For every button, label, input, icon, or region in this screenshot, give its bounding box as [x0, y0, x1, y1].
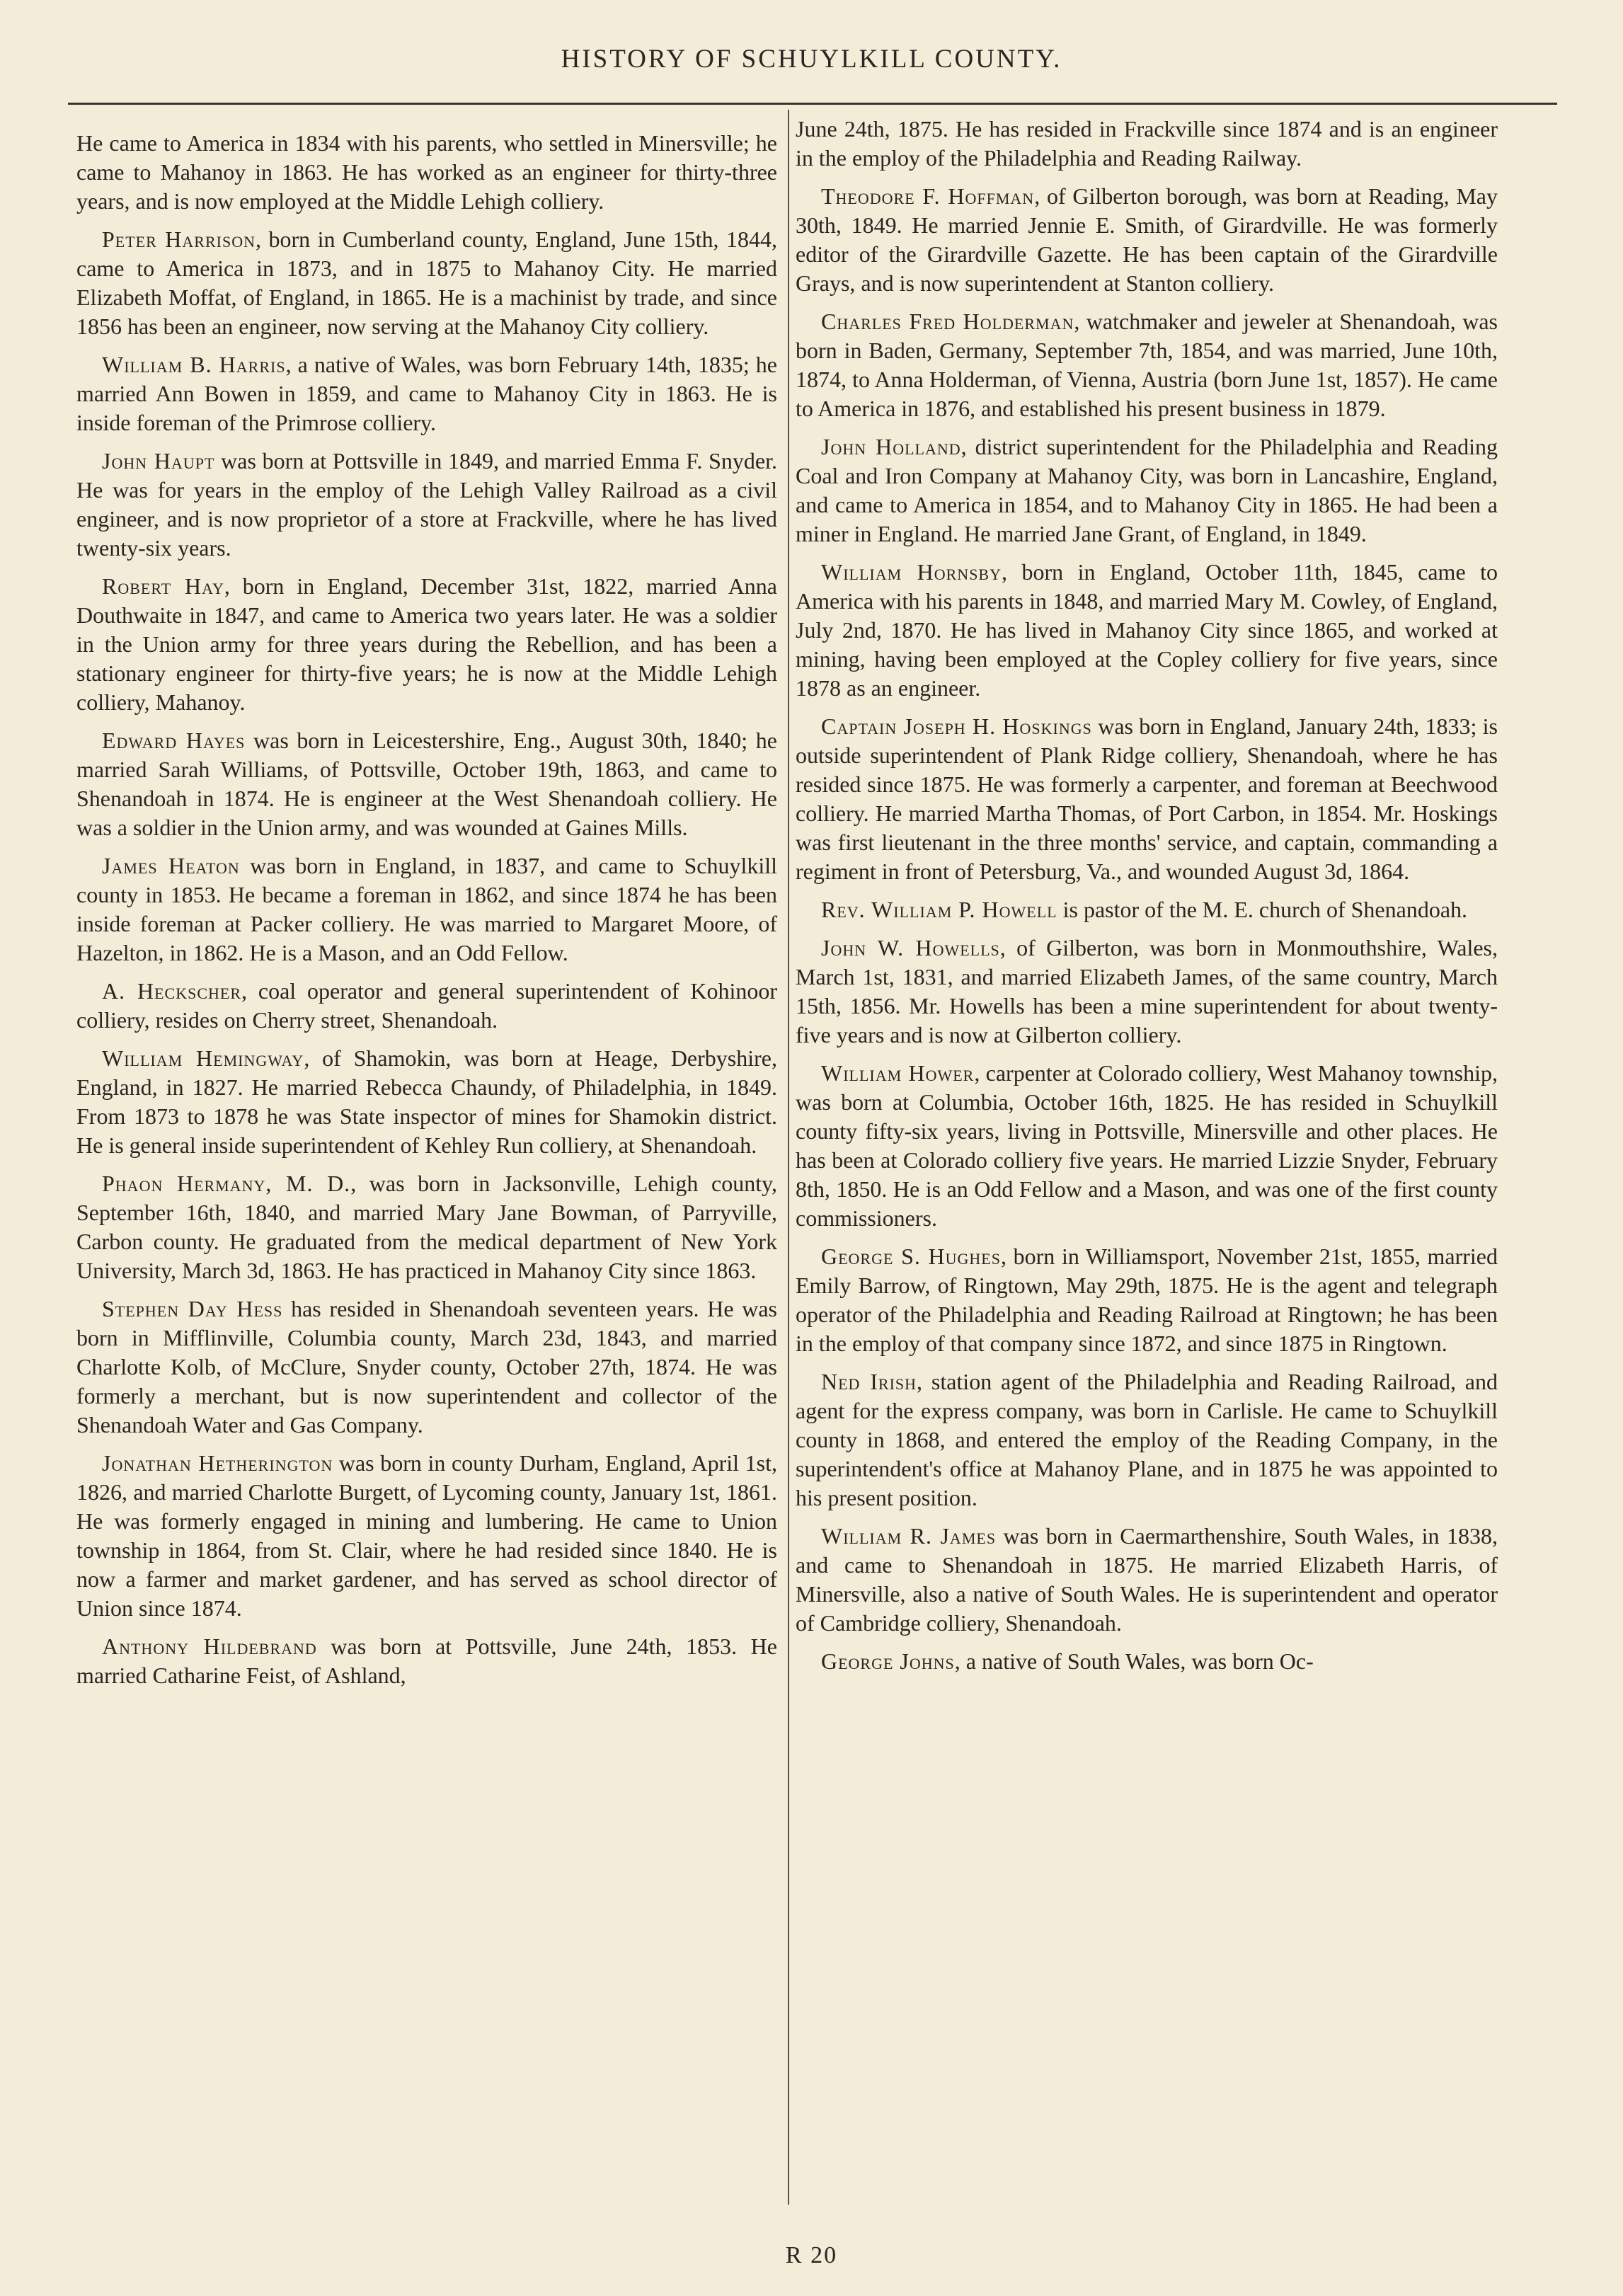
biography-text: , district superintendent for the Philadelphia and Reading Coal and Iron Company at Mahanoy City, was born in Lancashire, England, and came to America in 1854, and to Mahanoy City in 1865. He had been a miner in England. He married Jane Grant, of England, in 1849. [796, 434, 1498, 546]
person-name: William B. Harris [102, 352, 286, 377]
biography-entry [796, 182, 1498, 298]
person-name: Peter Harrison [102, 226, 256, 252]
left-column [76, 129, 777, 1699]
person-name: A. Heckscher [102, 978, 241, 1004]
person-name: Robert Hay [102, 573, 224, 599]
biography-text: , watchmaker and jeweler at Shenandoah, was born in Baden, Germany, September 7th, 1854, and was married, June 10th, 1874, to Anna Holderman, of Vienna, Austria (born June 1st, 1857). He came to America in 1876, and established his present business in 1879. [796, 309, 1498, 421]
biography-entry [76, 1449, 777, 1623]
biography-text: , a native of South Wales, was born Oc- [954, 1648, 1314, 1674]
biography-text: , born in Cumberland county, England, June 15th, 1844, came to America in 1873, and in 1875 to Mahanoy City. He married Elizabeth Moffat, of England, in 1865. He is a machinist by trade, and since 1856 has been an engineer, now serving at the Mahanoy City colliery. [76, 226, 778, 339]
biography-text: was born in England, January 24th, 1833; is outside superintendent of Plank Ridge colliery, Shenandoah, where he has resided since 1875. He was formerly a carpenter, and foreman at Beechwood colliery. He married Martha Thomas, of Port Carbon, in 1854. Mr. Hoskings was first lieutenant in the three months' service, and captain, commanding a regiment in front of Petersburg, Va., and wounded August 3d, 1864. [796, 713, 1498, 884]
person-name: William R. James [821, 1523, 997, 1549]
biography-entry [76, 225, 777, 341]
person-name: John W. Howells [821, 935, 1000, 960]
right-column [796, 115, 1498, 1685]
biography-text: , coal operator and general superintendent of Kohinoor colliery, resides on Cherry street, Shenandoah. [76, 978, 777, 1033]
biography-text: was born in Leicestershire, Eng., August 30th, 1840; he married Sarah Williams, of Pottsville, October 19th, 1863, and came to Shenandoah in 1874. He is engineer at the West Shenandoah colliery. He was a soldier in the Union army, and was wounded at Gaines Mills. [76, 728, 778, 840]
page-title: HISTORY OF SCHUYLKILL COUNTY. [561, 45, 1062, 74]
biography-entry [796, 558, 1498, 703]
person-name: Rev. William P. Howell [821, 897, 1057, 922]
biography-entry [76, 1295, 777, 1440]
person-name: William Hemingway [102, 1045, 304, 1071]
biography-entry [76, 572, 777, 717]
person-name: Anthony Hildebrand [102, 1634, 317, 1659]
biography-text: He came to America in 1834 with his parents, who settled in Minersville; he came to Mahanoy in 1863. He has worked as an engineer for thirty-three years, and is now employed at the Middle Lehigh colliery. [76, 130, 777, 214]
biography-entry [796, 712, 1498, 886]
biography-text: , of Shamokin, was born at Heage, Derbyshire, England, in 1827. He married Rebecca Chaundy, of Philadelphia, in 1849. From 1873 to 1878 he was State inspector of mines for Shamokin district. He is general inside superintendent of Kehley Run colliery, at Shenandoah. [76, 1045, 777, 1158]
person-name: George Johns [821, 1648, 955, 1674]
person-name: John Holland [821, 434, 961, 459]
person-name: Theodore F. Hoffman [821, 183, 1035, 209]
biography-text: has resided in Shenandoah seventeen years. He was born in Mifflinville, Columbia county, March 23d, 1843, and married Charlotte Kolb, of McClure, Snyder county, October 27th, 1874. He was formerly a merchant, but is now superintendent and collector of the Shenandoah Water and Gas Company. [76, 1296, 777, 1437]
biography-entry [796, 115, 1498, 173]
header-rule [68, 103, 1557, 105]
column-divider [788, 110, 789, 2205]
biography-entry [76, 977, 777, 1035]
biography-text: June 24th, 1875. He has resided in Frackville since 1874 and is an engineer in the employ of the Philadelphia and Reading Railway. [796, 116, 1498, 171]
biography-entry [76, 447, 777, 563]
biography-entry [796, 1242, 1498, 1358]
biography-text: was born at Pottsville in 1849, and married Emma F. Snyder. He was for years in the employ of the Lehigh Valley Railroad as a civil engineer, and is now proprietor of a store at Frackville, where he has lived twenty-six years. [76, 448, 777, 561]
biography-text: was born at Pottsville, June 24th, 1853. He married Catharine Feist, of Ashland, [76, 1634, 777, 1688]
biography-entry [76, 1632, 777, 1690]
person-name: Edward Hayes [102, 728, 246, 753]
person-name: John Haupt [102, 448, 215, 473]
biography-entry [796, 1647, 1498, 1676]
biography-text: , station agent of the Philadelphia and Reading Railroad, and agent for the express company, was born in Carlisle. He came to Schuylkill county in 1868, and entered the employ of the Reading Company, in the superintendent's office at Mahanoy Plane, and in 1875 he was appointed to his present position. [796, 1369, 1498, 1510]
biography-text: , a native of Wales, was born February 14th, 1835; he married Ann Bowen in 1859, and came to Mahanoy City in 1863. He is inside foreman of the Primrose colliery. [76, 352, 777, 435]
biography-text: , born in Williamsport, November 21st, 1855, married Emily Barrow, of Ringtown, May 29th, 1875. He is the agent and telegraph operator of the Philadelphia and Reading Railroad at Ringtown; he has been in the employ of that company since 1872, and since 1875 in Ringtown. [796, 1244, 1498, 1356]
person-name: William Hornsby [821, 559, 1002, 585]
biography-entry [796, 934, 1498, 1050]
biography-entry [796, 1367, 1498, 1513]
biography-entry [76, 1169, 777, 1285]
biography-text: is pastor of the M. E. church of Shenandoah. [1057, 897, 1468, 922]
biography-text: was born in Caermarthenshire, South Wales, in 1838, and came to Shenandoah in 1875. He married Elizabeth Harris, of Minersville, also a native of South Wales. He is superintendent and operator of Cambridge colliery, Shenandoah. [796, 1523, 1498, 1636]
person-name: Ned Irish [821, 1369, 917, 1394]
biography-text: , was born in Jacksonville, Lehigh county, September 16th, 1840, and married Mary Jane Bowman, of Parryville, Carbon county. He graduated from the medical department of New York University, March 3d, 1863. He has practiced in Mahanoy City since 1863. [76, 1171, 777, 1283]
person-name: William Hower [821, 1060, 975, 1086]
biography-entry [76, 350, 777, 437]
biography-entry [76, 129, 777, 216]
signature-mark: R 20 [785, 2242, 838, 2268]
person-name: Charles Fred Holderman [821, 309, 1074, 334]
person-name: Captain Joseph H. Hoskings [821, 713, 1092, 739]
biography-entry [76, 726, 777, 842]
biography-entry [796, 1522, 1498, 1638]
person-name: Jonathan Hetherington [102, 1450, 333, 1476]
biography-entry [796, 1059, 1498, 1233]
biography-text: was born in county Durham, England, April 1st, 1826, and married Charlotte Burgett, of Lycoming county, January 1st, 1861. He was formerly engaged in mining and lumbering. He came to Union township in 1864, from St. Clair, where he had resided since 1840. He is now a farmer and market gardener, and has served as school director of Union since 1874. [76, 1450, 778, 1621]
person-name: Stephen Day Hess [102, 1296, 283, 1321]
biography-text: , of Gilberton, was born in Monmouthshire, Wales, March 1st, 1831, and married Elizabeth James, of the same country, March 15th, 1856. Mr. Howells has been a mine superintendent for about twenty-five years and is now at Gilberton colliery. [796, 935, 1498, 1047]
biography-text: was born in England, in 1837, and came to Schuylkill county in 1853. He became a foreman in 1862, and since 1874 he has been inside foreman at Packer colliery. He was married to Margaret Moore, of Hazelton, in 1862. He is a Mason, and an Odd Fellow. [76, 853, 778, 965]
biography-text: , of Gilberton borough, was born at Reading, May 30th, 1849. He married Jennie E. Smith, of Girardville. He was formerly editor of the Girardville Gazette. He has been captain of the Girardville Grays, and is now superintendent at Stanton colliery. [796, 183, 1498, 296]
biography-text: , born in England, October 11th, 1845, came to America with his parents in 1848, and married Mary M. Cowley, of England, July 2nd, 1870. He has lived in Mahanoy City since 1865, and worked at mining, having been employed at the Copley colliery for five years, since 1878 as an engineer. [796, 559, 1498, 701]
biography-text: , carpenter at Colorado colliery, West Mahanoy township, was born at Columbia, October 16th, 1825. He has resided in Schuylkill county fifty-six years, living in Pottsville, Minersville and other places. He has been at Colorado colliery five years. He married Lizzie Snyder, February 8th, 1850. He is an Odd Fellow and a Mason, and was one of the first county commissioners. [796, 1060, 1498, 1231]
biography-entry [76, 1044, 777, 1160]
person-name: George S. Hughes [821, 1244, 1001, 1269]
biography-text: , born in England, December 31st, 1822, married Anna Douthwaite in 1847, and came to America two years later. He was a soldier in the Union army for three years during the Rebellion, and has been a stationary engineer for thirty-five years; he is now at the Middle Lehigh colliery, Mahanoy. [76, 573, 778, 715]
person-name: Phaon Hermany, M. D. [102, 1171, 351, 1196]
biography-entry [76, 851, 777, 968]
biography-entry [796, 895, 1498, 924]
biography-entry [796, 307, 1498, 423]
biography-entry [796, 432, 1498, 549]
person-name: James Heaton [102, 853, 240, 878]
